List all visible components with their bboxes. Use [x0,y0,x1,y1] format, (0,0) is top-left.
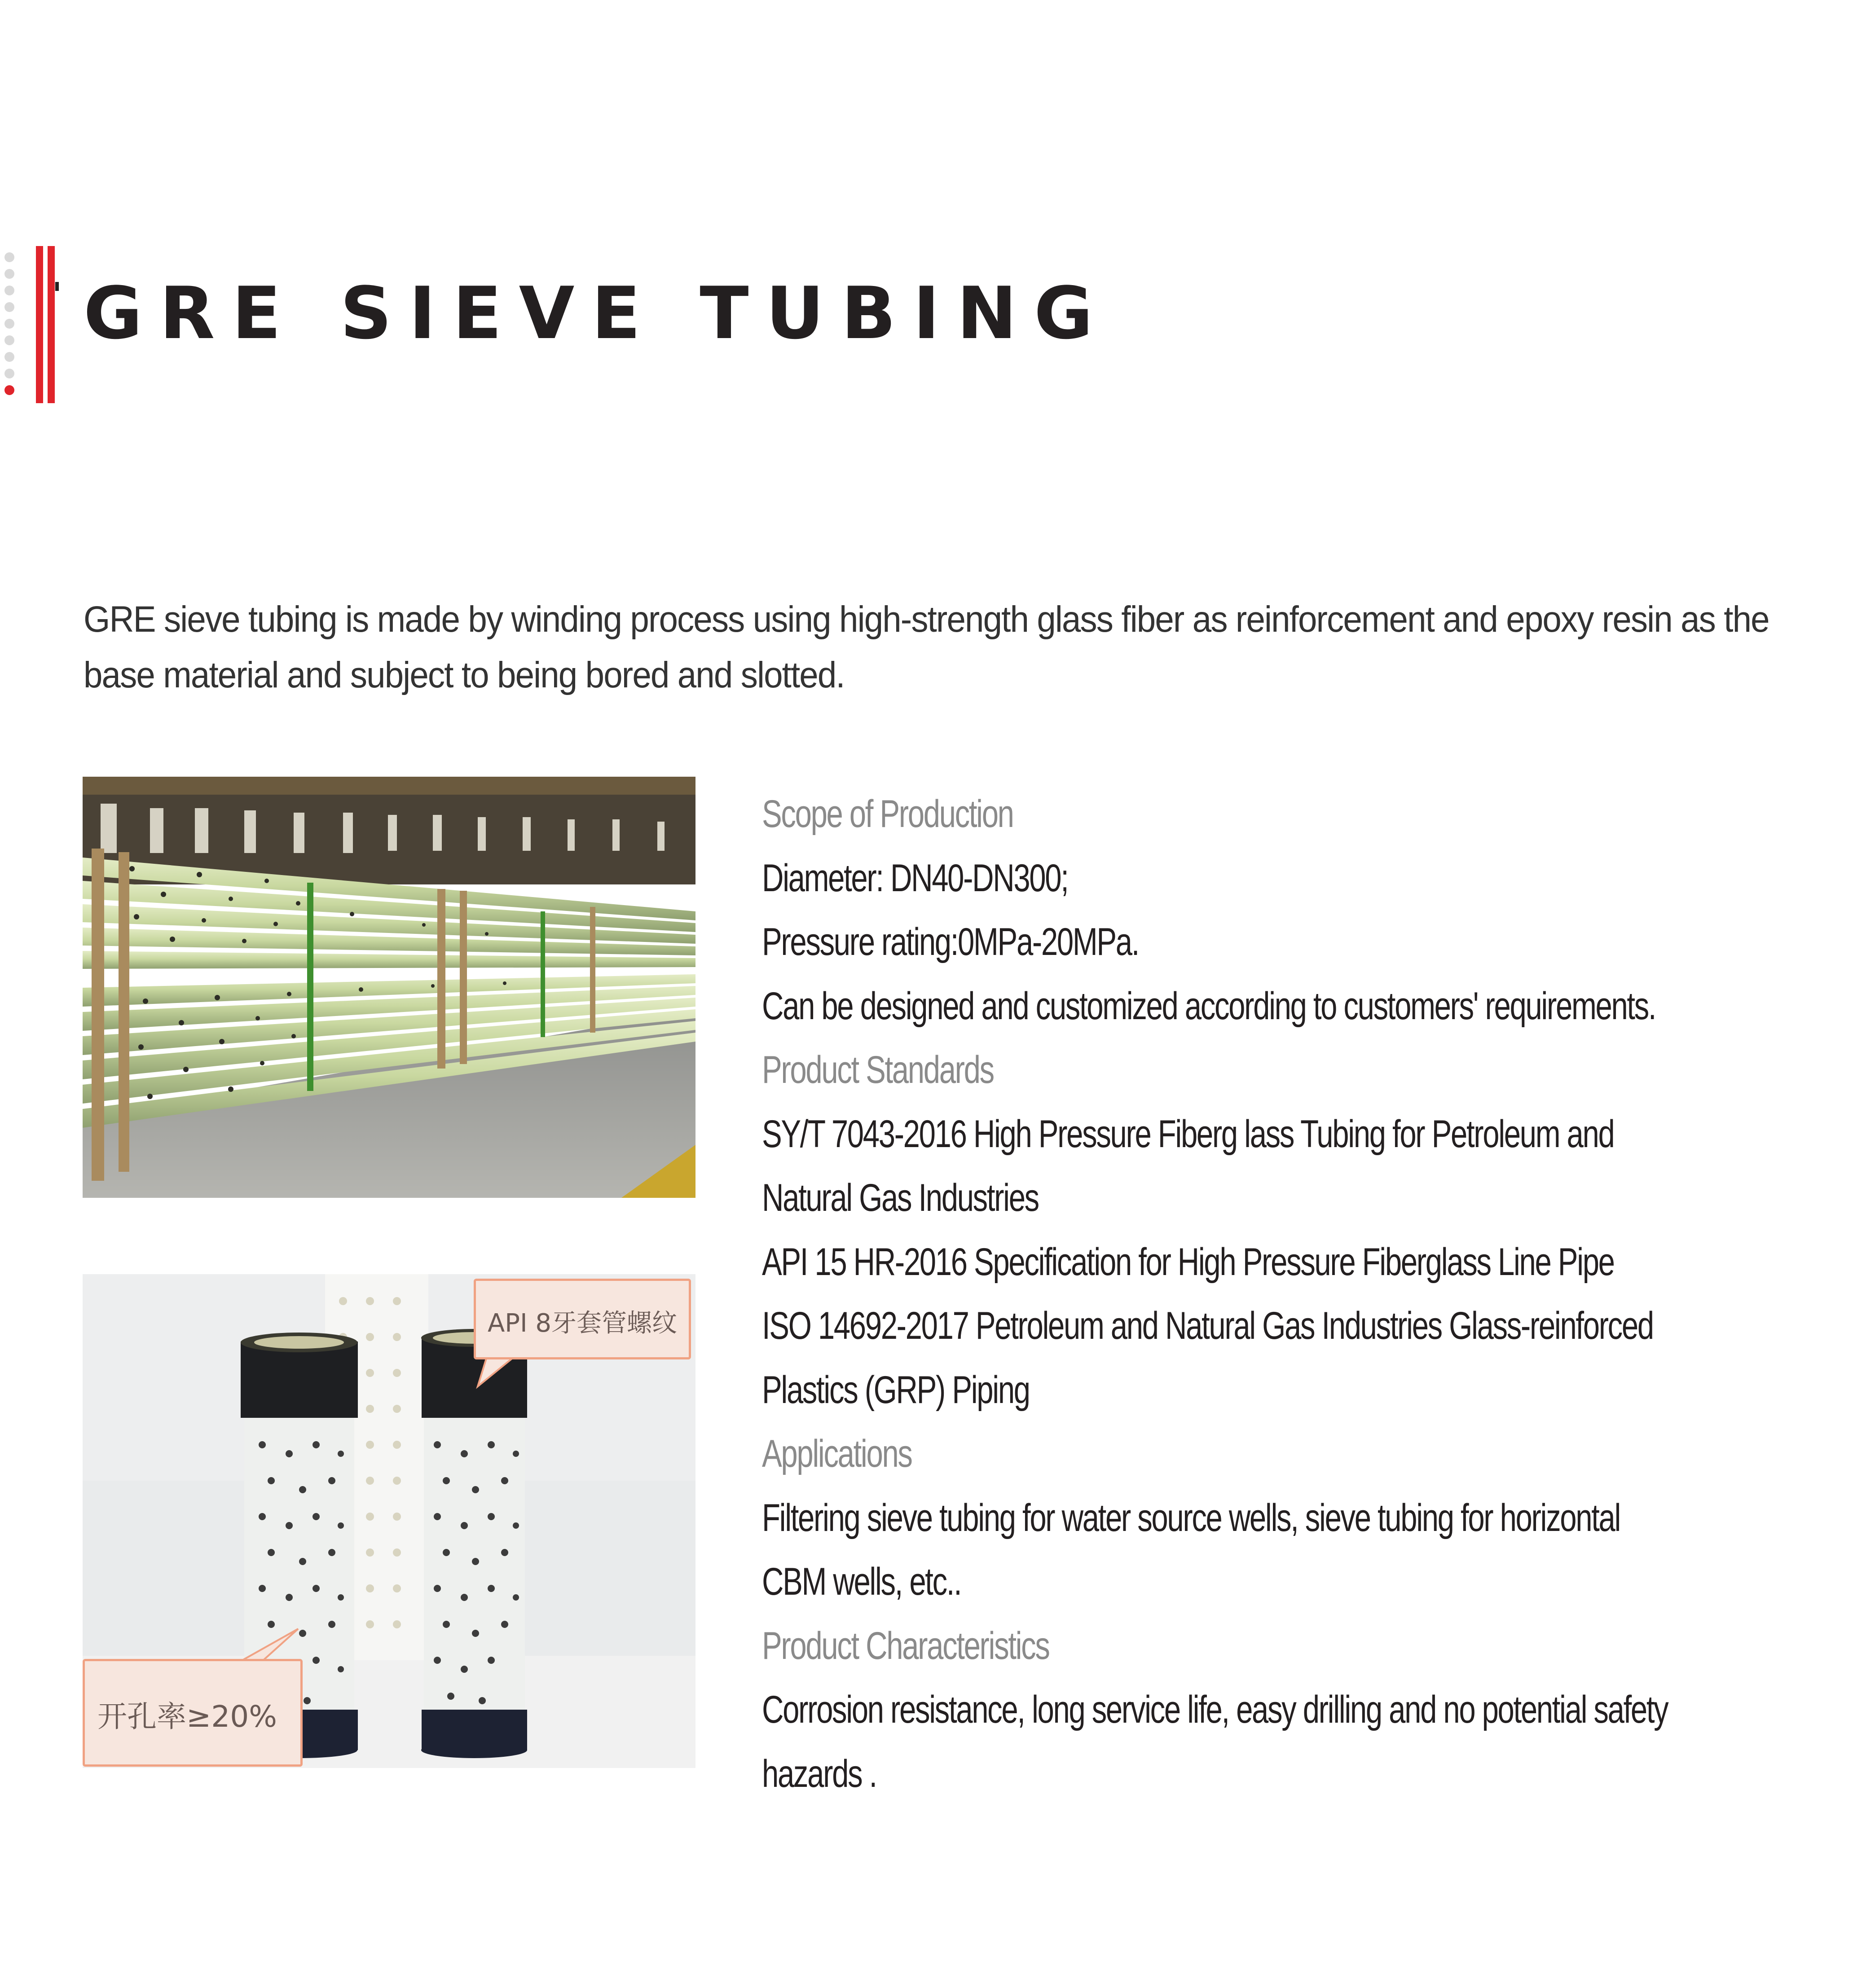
page-title: GRE SIEVE TUBING [84,271,1110,355]
standard-api-line: API 15 HR-2016 Specification for High Pressure Fiberglass Line Pipe [762,1240,1614,1284]
characteristics-heading: Product Characteristics [762,1624,1049,1667]
standard-iso-line-2: Plastics (GRP) Piping [762,1368,1030,1412]
standard-iso-line-1: ISO 14692-2017 Petroleum and Natural Gas Industries Glass-reinforced [762,1304,1653,1347]
tubing-stack-photo [83,777,695,1198]
characteristics-line-1: Corrosion resistance, long service life, easy drilling and no potential safety [762,1688,1668,1731]
applications-line-1: Filtering sieve tubing for water source wells, sieve tubing for horizontal [762,1496,1620,1539]
standards-heading: Product Standards [762,1048,994,1091]
dot [4,319,14,329]
dot [4,286,14,295]
dot-accent [4,385,14,395]
hole-ratio-callout: 开孔率≥20% [83,1659,303,1767]
accent-bar [48,246,55,403]
tubing-stack-illustration [83,777,695,1198]
thread-callout: API 8牙套管螺纹 [474,1279,691,1359]
customization-line: Can be designed and customized according to customers' requirements. [762,984,1656,1028]
spec-list [762,782,1786,1806]
pressure-line: Pressure rating:0MPa-20MPa. [762,920,1139,963]
dot [4,252,14,262]
dot [4,352,14,362]
decorative-dots [4,252,17,402]
standard-syt-line-1: SY/T 7043-2016 High Pressure Fiberg lass Tubing for Petroleum and [762,1112,1614,1156]
dot [4,335,14,345]
characteristics-line-2: hazards . [762,1752,876,1795]
dot [4,369,14,378]
intro-paragraph: GRE sieve tubing is made by winding process using high-strength glass fiber as reinforcement and epoxy resin as the base material and subject to being bored and slotted. [84,599,1769,695]
accent-tick [55,282,59,291]
dot [4,269,14,279]
applications-heading: Applications [762,1432,912,1475]
standard-syt-line-2: Natural Gas Industries [762,1176,1039,1219]
perforated-tubes-photo [83,1274,695,1768]
diameter-line: Diameter: DN40-DN300; [762,856,1068,900]
applications-line-2: CBM wells, etc.. [762,1560,961,1603]
accent-bar [36,246,43,403]
scope-heading: Scope of Production [762,792,1013,836]
dot [4,302,14,312]
